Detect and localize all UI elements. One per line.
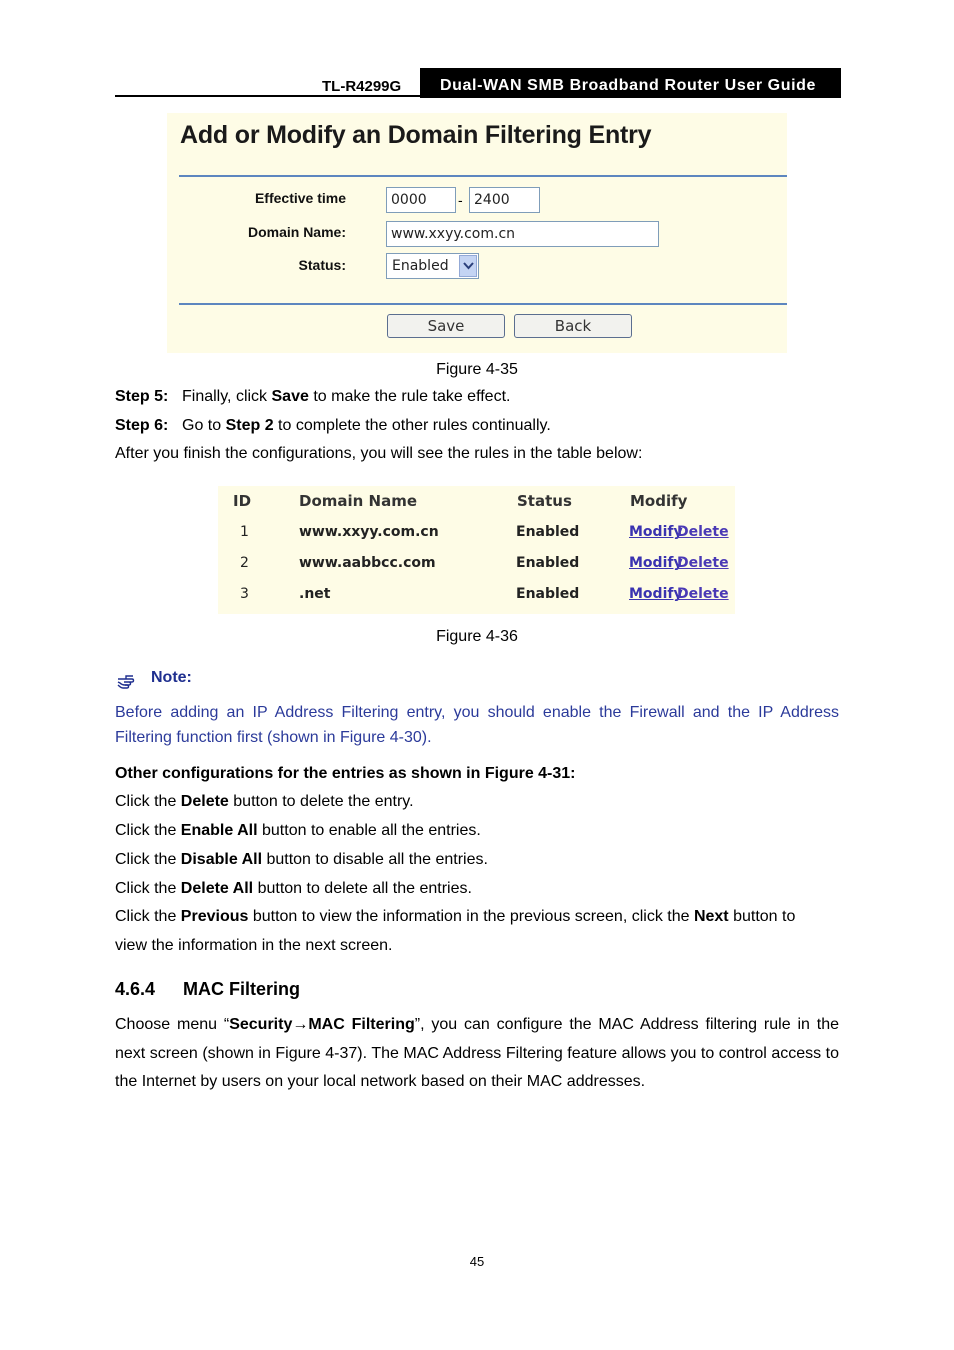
row-2-domain: www.aabbcc.com (299, 555, 436, 571)
other-config-line: Click the Delete button to delete the entry. (115, 793, 414, 810)
row-1-domain: www.xxyy.com.cn (299, 524, 439, 540)
column-header-domain: Domain Name (299, 492, 418, 510)
domain-rules-table-figure (218, 486, 735, 614)
other-config-line: Click the Disable All button to disable all the entries. (115, 851, 488, 868)
section-heading (115, 979, 300, 1000)
end-time-input[interactable]: 2400 (469, 187, 540, 213)
note-label: Note: (151, 669, 192, 686)
header-rule (115, 95, 421, 97)
row-3-domain: .net (299, 586, 331, 602)
chevron-down-icon[interactable] (459, 255, 477, 277)
domain-name-label: Domain Name: (247, 224, 346, 240)
status-select[interactable] (386, 253, 479, 279)
other-config-line: Click the Delete All button to delete all the entries. (115, 880, 472, 897)
row-2-delete-link[interactable]: Delete (677, 555, 729, 571)
column-header-id: ID (233, 492, 252, 510)
back-button[interactable]: Back (514, 314, 632, 338)
form-divider-top (179, 175, 787, 177)
figure-caption-36: Figure 4-36 (436, 628, 518, 645)
other-config-line: Click the Previous button to view the information in the previous screen, click the Next button to (115, 908, 796, 925)
form-title: Add or Modify an Domain Filtering Entry (180, 121, 652, 149)
other-config-heading: Other configurations for the entries as shown in Figure 4-31: (115, 765, 576, 782)
section-body: Choose menu “Security→MAC Filtering”, you can configure the MAC Address filtering rule in the next screen (shown in Figure 4-37). The MAC Address Filtering feature allows you to control access to the Internet by users on your local network based on their MAC addresses. (115, 1016, 840, 1091)
row-3-id: 3 (240, 586, 249, 602)
section-title: MAC Filtering (183, 979, 300, 999)
other-config-line: Click the Enable All button to enable all the entries. (115, 822, 481, 839)
after-config-text: After you finish the configurations, you will see the rules in the table below: (115, 445, 643, 462)
status-select-value: Enabled (392, 258, 449, 274)
form-divider-bottom (179, 303, 787, 305)
column-header-status: Status (517, 492, 572, 510)
row-1-id: 1 (240, 524, 249, 540)
step-5: Step 5: Finally, click Save to make the rule take effect. (115, 388, 511, 405)
page-number: 45 (469, 1254, 485, 1269)
column-header-modify: Modify (630, 492, 688, 510)
save-button[interactable]: Save (387, 314, 505, 338)
time-separator: - (458, 192, 463, 208)
row-1-status: Enabled (516, 524, 580, 540)
row-3-status: Enabled (516, 586, 580, 602)
header-model: TL-R4299G (322, 78, 402, 95)
row-2-id: 2 (240, 555, 249, 571)
row-2-modify-link[interactable]: Modify (629, 555, 683, 571)
figure-caption-35: Figure 4-35 (436, 361, 518, 378)
pointing-hand-icon (116, 671, 144, 694)
domain-filter-form-figure (167, 113, 787, 353)
row-3-delete-link[interactable]: Delete (677, 586, 729, 602)
status-label: Status: (298, 257, 346, 273)
effective-time-label: Effective time (254, 190, 346, 206)
note-text: Before adding an IP Address Filtering entry, you should enable the Firewall and the IP Address Filtering function first (shown in Figure 4-30). (115, 704, 839, 746)
section-number: 4.6.4 (115, 979, 156, 999)
header-title: Dual-WAN SMB Broadband Router User Guide (420, 68, 841, 98)
row-1-delete-link[interactable]: Delete (677, 524, 729, 540)
row-3-modify-link[interactable]: Modify (629, 586, 683, 602)
row-1-modify-link[interactable]: Modify (629, 524, 683, 540)
other-config-line: view the information in the next screen. (115, 937, 393, 954)
domain-name-input[interactable]: www.xxyy.com.cn (386, 221, 659, 247)
row-2-status: Enabled (516, 555, 580, 571)
step-6: Step 6: Go to Step 2 to complete the other rules continually. (115, 417, 551, 434)
start-time-input[interactable]: 0000 (386, 187, 456, 213)
